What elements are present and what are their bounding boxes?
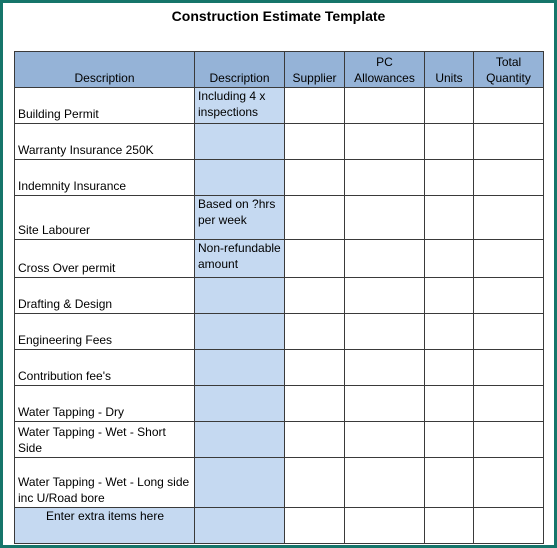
supplier-cell[interactable] <box>285 88 345 124</box>
table-row <box>15 314 544 350</box>
total-quantity-cell[interactable] <box>474 160 544 196</box>
table-row <box>15 124 544 160</box>
note-cell[interactable] <box>195 508 285 544</box>
page-title: Construction Estimate Template <box>171 8 386 24</box>
table-row <box>15 350 544 386</box>
note-cell[interactable] <box>195 458 285 508</box>
column-header-supplier: Supplier <box>285 52 345 88</box>
units-cell[interactable] <box>425 350 474 386</box>
note-cell[interactable] <box>195 160 285 196</box>
total-quantity-cell[interactable] <box>474 314 544 350</box>
table-row <box>15 240 544 278</box>
table-row <box>15 508 544 544</box>
total-quantity-cell[interactable] <box>474 196 544 240</box>
pc-allowance-cell[interactable] <box>345 124 425 160</box>
table-row <box>15 196 544 240</box>
supplier-cell[interactable] <box>285 458 345 508</box>
units-cell[interactable] <box>425 88 474 124</box>
item-cell[interactable]: Engineering Fees <box>15 314 195 350</box>
supplier-cell[interactable] <box>285 124 345 160</box>
pc-allowance-cell[interactable] <box>345 196 425 240</box>
table-row <box>15 160 544 196</box>
item-cell[interactable]: Site Labourer <box>15 196 195 240</box>
units-cell[interactable] <box>425 278 474 314</box>
pc-allowance-cell[interactable] <box>345 350 425 386</box>
total-quantity-cell[interactable] <box>474 508 544 544</box>
note-cell[interactable] <box>195 314 285 350</box>
note-cell[interactable]: Based on ?hrs per week <box>195 196 285 240</box>
total-quantity-cell[interactable] <box>474 278 544 314</box>
total-quantity-cell[interactable] <box>474 350 544 386</box>
total-quantity-cell[interactable] <box>474 240 544 278</box>
total-quantity-cell[interactable] <box>474 124 544 160</box>
supplier-cell[interactable] <box>285 196 345 240</box>
units-cell[interactable] <box>425 386 474 422</box>
supplier-cell[interactable] <box>285 350 345 386</box>
pc-allowance-cell[interactable] <box>345 458 425 508</box>
total-quantity-cell[interactable] <box>474 458 544 508</box>
total-quantity-cell[interactable] <box>474 422 544 458</box>
header-row <box>15 52 544 88</box>
table-row <box>15 278 544 314</box>
estimate-table <box>14 51 544 544</box>
table-row <box>15 458 544 508</box>
total-quantity-cell[interactable] <box>474 386 544 422</box>
supplier-cell[interactable] <box>285 422 345 458</box>
supplier-cell[interactable] <box>285 160 345 196</box>
units-cell[interactable] <box>425 240 474 278</box>
item-cell[interactable]: Indemnity Insurance <box>15 160 195 196</box>
supplier-cell[interactable] <box>285 508 345 544</box>
units-cell[interactable] <box>425 422 474 458</box>
extra-items-cell[interactable]: Enter extra items here <box>15 508 195 544</box>
column-header-total-quantity: Total Quantity <box>474 52 544 88</box>
note-cell[interactable]: Including 4 x inspections <box>195 88 285 124</box>
item-cell[interactable]: Contribution fee's <box>15 350 195 386</box>
pc-allowance-cell[interactable] <box>345 240 425 278</box>
note-cell[interactable] <box>195 422 285 458</box>
pc-allowance-cell[interactable] <box>345 278 425 314</box>
column-header-description-note: Description <box>195 52 285 88</box>
table-row <box>15 386 544 422</box>
item-cell[interactable]: Water Tapping - Dry <box>15 386 195 422</box>
note-cell[interactable]: Non-refundable amount <box>195 240 285 278</box>
item-cell[interactable]: Warranty Insurance 250K <box>15 124 195 160</box>
table-row <box>15 88 544 124</box>
pc-allowance-cell[interactable] <box>345 88 425 124</box>
item-cell[interactable]: Drafting & Design <box>15 278 195 314</box>
supplier-cell[interactable] <box>285 314 345 350</box>
supplier-cell[interactable] <box>285 386 345 422</box>
units-cell[interactable] <box>425 196 474 240</box>
pc-allowance-cell[interactable] <box>345 386 425 422</box>
item-cell[interactable]: Water Tapping - Wet - Short Side <box>15 422 195 458</box>
column-header-description: Description <box>15 52 195 88</box>
supplier-cell[interactable] <box>285 240 345 278</box>
total-quantity-cell[interactable] <box>474 88 544 124</box>
units-cell[interactable] <box>425 124 474 160</box>
pc-allowance-cell[interactable] <box>345 314 425 350</box>
item-cell[interactable]: Building Permit <box>15 88 195 124</box>
note-cell[interactable] <box>195 386 285 422</box>
units-cell[interactable] <box>425 160 474 196</box>
note-cell[interactable] <box>195 278 285 314</box>
column-header-pc-allowances: PC Allowances <box>345 52 425 88</box>
units-cell[interactable] <box>425 458 474 508</box>
item-cell[interactable]: Cross Over permit <box>15 240 195 278</box>
column-header-units: Units <box>425 52 474 88</box>
note-cell[interactable] <box>195 124 285 160</box>
item-cell[interactable]: Water Tapping - Wet - Long side inc U/Road bore <box>15 458 195 508</box>
table-row <box>15 422 544 458</box>
units-cell[interactable] <box>425 314 474 350</box>
supplier-cell[interactable] <box>285 278 345 314</box>
note-cell[interactable] <box>195 350 285 386</box>
units-cell[interactable] <box>425 508 474 544</box>
pc-allowance-cell[interactable] <box>345 508 425 544</box>
pc-allowance-cell[interactable] <box>345 422 425 458</box>
pc-allowance-cell[interactable] <box>345 160 425 196</box>
